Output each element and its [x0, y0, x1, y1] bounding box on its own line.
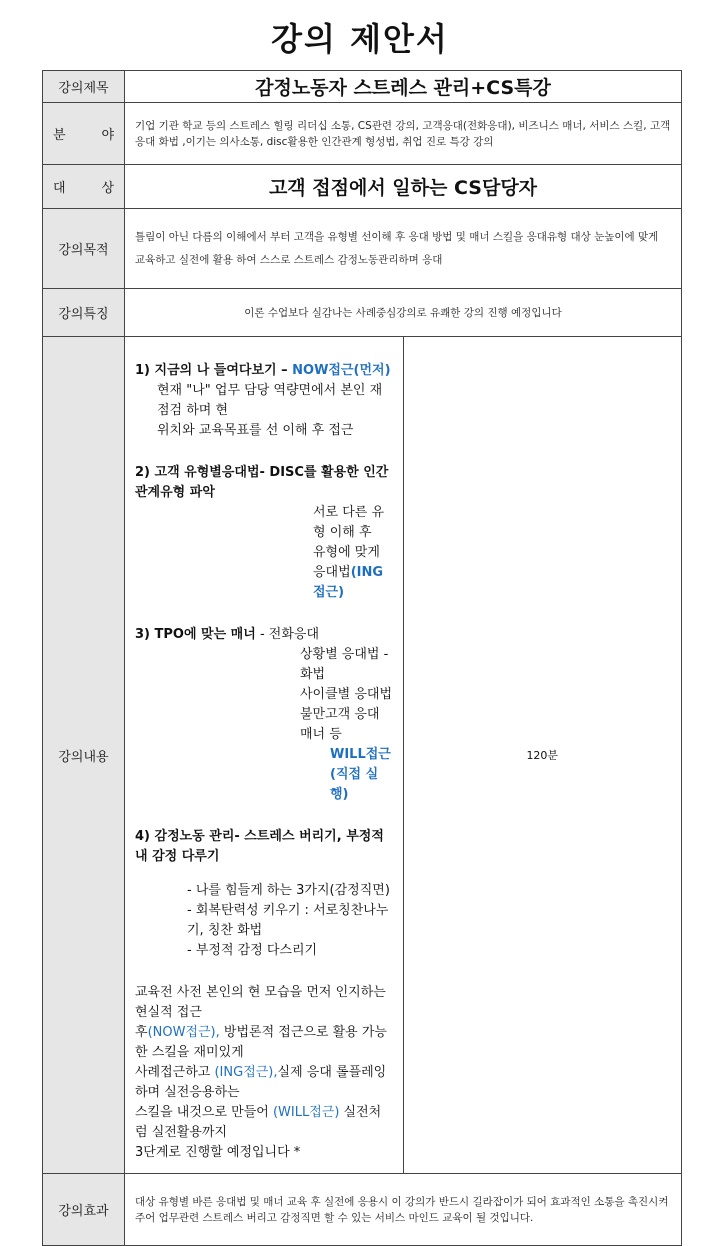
summary-line-4: 스킬을 내것으로 만들어 (WILL접근) 실전처럼 실전활용까지: [135, 1105, 382, 1140]
target-value: 고객 접점에서 일하는 CS담당자: [125, 165, 682, 209]
content-section-3: [135, 625, 393, 805]
row-subject: [43, 71, 682, 103]
subject-value: 감정노동자 스트레스 관리+CS특강: [125, 71, 682, 103]
content-body: [125, 337, 404, 1174]
label-target-right: 상: [101, 181, 114, 196]
field-value: 기업 기관 학교 등의 스트레스 힐링 리더십 소통, CS관련 강의, 고객응대(전화응대), 비즈니스 매너, 서비스 스킬, 고객응대 화법 ,이기는 의사소통, disc활용한 인간관계 형성법, 취업 진로 특강 강의: [125, 103, 682, 165]
section-1-line-2: 위치와 교육목표를 선 이해 후 접근: [157, 423, 354, 438]
section-1-heading: 1) 지금의 나 들여다보기 – NOW접근(먼저): [135, 363, 391, 378]
label-target-left: 대: [53, 181, 66, 196]
section-4-bullets: [135, 881, 393, 961]
section-3-line-1: 상황별 응대법 - 화법: [300, 647, 389, 682]
will-approach-tag: WILL접근(직접 실행): [330, 747, 391, 802]
row-effect: [43, 1174, 682, 1246]
section-3-heading: 3) TPO에 맞는 매너 - 전화응대: [135, 627, 320, 642]
section-3-line-2: 사이클별 응대법: [300, 687, 393, 702]
content-section-1: [135, 361, 393, 441]
label-target: [43, 165, 125, 209]
label-feature: 강의특징: [43, 289, 125, 337]
row-content: [43, 337, 682, 1174]
duration-value: 120분: [403, 337, 682, 1174]
label-field: [43, 103, 125, 165]
bullet-item: - 회복탄력성 키우기 : 서로칭찬나누기, 칭찬 화법: [187, 903, 389, 938]
summary-line-1: 교육전 사전 본인의 현 모습을 먼저 인지하는 현실적 접근: [135, 985, 386, 1020]
effect-value: 대상 유형별 바른 응대법 및 매너 교육 후 실전에 응용시 이 강의가 반드시 길라잡이가 되어 효과적인 소통을 촉진시켜주어 업무관련 스트레스 버리고 감정직면 할 수 있는 서비스 마인드 교육이 될 것입니다.: [125, 1174, 682, 1246]
section-2-heading: 2) 고객 유형별응대법- DISC를 활용한 인간관계유형 파악: [135, 465, 389, 500]
section-2-line-1: 서로 다른 유형 이해 후: [313, 505, 385, 540]
now-approach-tag: NOW접근(먼저): [287, 363, 391, 378]
label-subject: 강의제목: [43, 71, 125, 103]
label-field-right: 야: [101, 128, 114, 143]
label-field-left: 분: [53, 128, 66, 143]
goal-value: 틀림이 아닌 다름의 이해에서 부터 고객을 유형별 선이해 후 응대 방법 및 매너 스킬을 응대유형 대상 눈높이에 맞게 교육하고 실전에 활용 하여 스스로 스트레스 감정노동관리하며 응대: [125, 209, 682, 289]
label-effect: 강의효과: [43, 1174, 125, 1246]
bullet-item: - 부정적 감정 다스리기: [187, 943, 318, 958]
content-section-2: [135, 463, 393, 603]
content-section-4: [135, 827, 393, 961]
ing-approach-tag: (ING접근): [313, 565, 384, 600]
label-goal: 강의목적: [43, 209, 125, 289]
section-3-line-3: 불만고객 응대 매너 등: [300, 707, 380, 742]
section-1-line-1: 현재 "나" 업무 담당 역량면에서 본인 재점검 하며 현: [157, 383, 383, 418]
row-goal: [43, 209, 682, 289]
summary-line-2: 후(NOW접근), 방법론적 접근으로 활용 가능한 스킬을 재미있게: [135, 1025, 387, 1060]
section-4-heading: 4) 감정노동 관리- 스트레스 버리기, 부정적 내 감정 다루기: [135, 829, 384, 864]
row-field: [43, 103, 682, 165]
feature-value: 이론 수업보다 실감나는 사례중심강의로 유쾌한 강의 진행 예정입니다: [125, 289, 682, 337]
label-content: 강의내용: [43, 337, 125, 1174]
summary-line-3: 사례접근하고 (ING접근),실제 응대 롤플레잉 하며 실전응용하는: [135, 1065, 387, 1100]
summary-line-5: 3단계로 진행할 예정입니다 *: [135, 1145, 301, 1160]
section-2-line-2: 유형에 맞게 응대법(ING접근): [313, 545, 384, 600]
content-summary: [135, 983, 393, 1163]
row-target: [43, 165, 682, 209]
bullet-item: - 나를 힘들게 하는 3가지(감정직면): [187, 883, 390, 898]
row-feature: [43, 289, 682, 337]
document-title: 강의 제안서: [271, 20, 449, 58]
proposal-table: [42, 70, 682, 1246]
